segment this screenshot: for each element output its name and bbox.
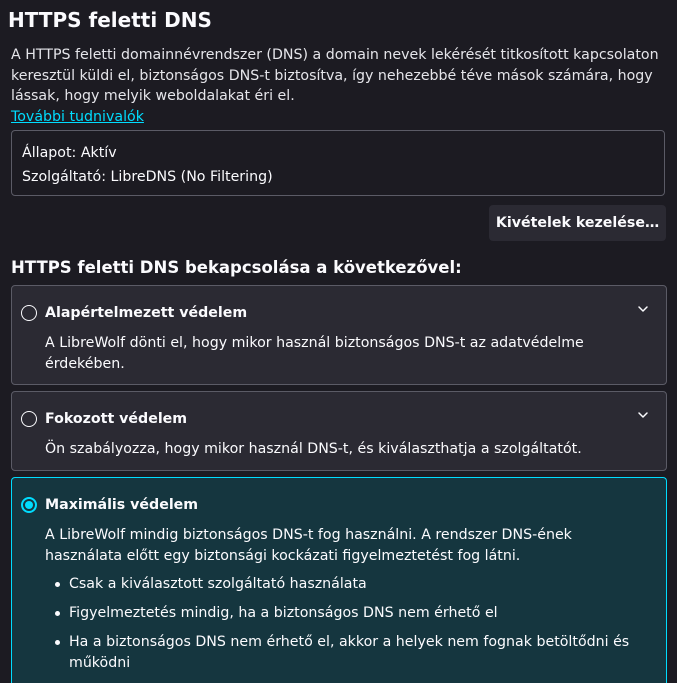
bullet-icon — [55, 611, 60, 616]
option-title: Maximális védelem — [45, 497, 199, 513]
option-increased-protection[interactable] — [11, 391, 667, 471]
radio-default-protection[interactable] — [21, 305, 37, 321]
page-description: A HTTPS feletti domainnévrendszer (DNS) a domain nevek lekérését titkosított kapcsolaton keresztül küldi el, biztonságos DNS-t biztosítva, így nehezebbé téve mások számára, hogy lássak, hogy melyik weboldalakat éri el. — [11, 47, 659, 104]
option-max-protection[interactable] — [11, 477, 667, 683]
bullet-text: Figyelmeztetés mindig, ha a biztonságos DNS nem érhető el — [69, 605, 498, 621]
chevron-down-icon[interactable] — [636, 302, 650, 316]
status-box — [11, 130, 665, 196]
radio-max-protection[interactable] — [21, 497, 37, 513]
status-state: Állapot: Aktív — [22, 145, 117, 161]
option-default-protection[interactable] — [11, 285, 667, 385]
manage-exceptions-button[interactable]: Kivételek kezelése… — [489, 205, 666, 241]
option-title: Fokozott védelem — [45, 411, 188, 427]
option-title: Alapértelmezett védelem — [45, 305, 248, 321]
page-title: HTTPS feletti DNS — [8, 8, 212, 32]
list-item — [45, 603, 645, 624]
chevron-down-icon[interactable] — [636, 408, 650, 422]
max-protection-bullet-list — [45, 574, 645, 682]
bullet-icon — [55, 582, 60, 587]
list-item — [45, 632, 645, 673]
option-description: A LibreWolf dönti el, hogy mikor használ biztonságos DNS-t az adatvédelme érdekében. — [45, 335, 584, 372]
option-description: Ön szabályozza, hogy mikor használ DNS-t, és kiválaszthatja a szolgáltatót. — [45, 441, 582, 457]
status-provider: Szolgáltató: LibreDNS (No Filtering) — [22, 169, 273, 185]
bullet-text: Csak a kiválasztott szolgáltató használata — [69, 576, 367, 592]
bullet-text: Ha a biztonságos DNS nem érhető el, akkor a helyek nem fognak betöltődni és működni — [69, 634, 630, 671]
learn-more-link[interactable]: További tudnivalók — [11, 109, 144, 125]
bullet-icon — [55, 640, 60, 645]
radio-increased-protection[interactable] — [21, 411, 37, 427]
option-description: A LibreWolf mindig biztonságos DNS-t fog használni. A rendszer DNS-ének használata előtt egy biztonsági kockázati figyelmeztetést fog látni. — [45, 527, 572, 564]
list-item — [45, 574, 645, 595]
section-heading: HTTPS feletti DNS bekapcsolása a következővel: — [11, 258, 462, 277]
